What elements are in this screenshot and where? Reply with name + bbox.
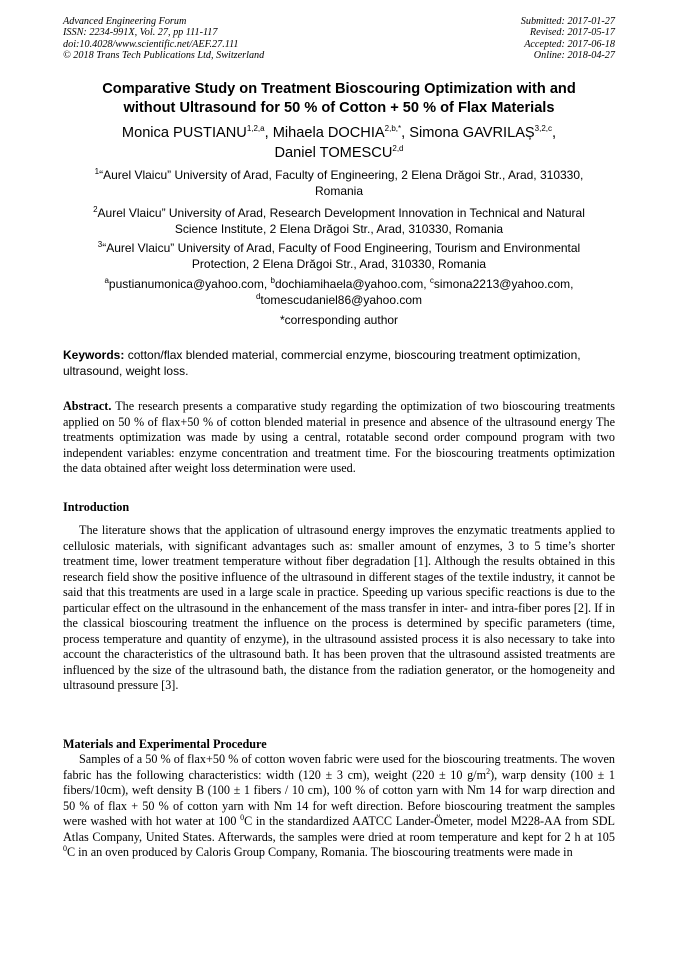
affiliation-1 [72, 168, 606, 199]
author-emails [72, 277, 606, 308]
affiliation-text: “Aurel Vlaicu” University of Arad, Faculty of Engineering, 2 Elena Drăgoi Str., Arad, 310330, [99, 168, 584, 182]
keywords-text: cotton/flax blended material, commercial enzyme, bioscouring treatment optimization, ultrasound, weight loss. [63, 348, 581, 378]
author-affiliation-mark: 3,2,c [534, 124, 553, 134]
affiliation-text: Science Institute, 2 Elena Drăgoi Str., Arad, 310330, Romania [174, 221, 504, 236]
author-affiliation-mark: 2,d [392, 144, 404, 154]
email-mark: c [429, 276, 434, 285]
materials-text-part: Samples of a 50 % of flax+50 % of cotton woven fabric were used for the bioscouring treatments. The woven fabric has the following characteristics: width (120 ± 3 cm), weight (220 ± 10 g/m [63, 752, 615, 782]
submitted-date: Submitted: 2017-01-27 [520, 16, 615, 27]
abstract-label: Abstract. [63, 399, 112, 413]
author-name: Daniel TOMESCU [274, 145, 393, 161]
email-address: tomescudaniel86@yahoo.com [260, 292, 423, 307]
affiliation-mark: 1 [94, 167, 100, 176]
author-separator: , [552, 125, 557, 141]
email-mark: a [104, 276, 109, 285]
revised-date: Revised: 2017-05-17 [529, 27, 615, 39]
superscript: 2 [486, 766, 491, 776]
author-name: Monica PUSTIANU [121, 125, 247, 141]
abstract-text: The research presents a comparative study regarding the optimization of two bioscouring treatments applied on 50 % of flax+50 % of cotton blended material in presence and absence of the ultrasound energy The treatments optimization was made by using a central, rotatable second order compound program with two independent variables: enzyme concentration and treatment time. For the bioscouring treatments optimization the data obtained after weight loss determination were used. [63, 399, 615, 475]
introduction-heading: Introduction [63, 500, 130, 514]
author-name: Mihaela DOCHIA [272, 125, 385, 141]
corresponding-author-note: *corresponding author [279, 313, 399, 327]
superscript: 0 [240, 812, 245, 822]
affiliation-text: Aurel Vlaicu” University of Arad, Research Development Innovation in Technical and Natural [97, 206, 585, 220]
materials-text-part: C in the standardized AATCC Lander-Ömeter, model M228-AA from SDL Atlas Company, United States. Afterwards, the samples were dried at room temperature and kept for 2 h at 105 [63, 814, 615, 844]
online-date: Online: 2018-04-27 [533, 50, 615, 62]
author-separator: , [401, 125, 410, 141]
affiliation-text: “Aurel Vlaicu” University of Arad, Faculty of Food Engineering, Tourism and Environmental [102, 241, 581, 255]
paper-title [60, 80, 618, 118]
materials-text [63, 752, 615, 861]
journal-copyright: © 2018 Trans Tech Publications Ltd, Switzerland [63, 50, 265, 62]
keywords-label: Keywords: [63, 348, 125, 362]
materials-text-part: ), warp density (100 ± 1 fibers/10cm), weft density B (100 ± 1 fibers / 10 cm), 100 % of cotton yarn with Nm 14 for warp direction and 50 % of flax + 50 % of cotton yarn with Nm 14 for weft direction. Before bioscouring treatment the samples were washed with hot water at 100 [63, 767, 616, 828]
author-affiliation-mark: 2,b,* [384, 124, 402, 134]
email-address: simona2213@yahoo.com, [433, 277, 574, 291]
journal-doi: doi:10.4028/www.scientific.net/AEF.27.111 [63, 38, 239, 50]
email-mark: b [270, 276, 275, 285]
affiliation-mark: 3 [97, 240, 103, 249]
materials-heading: Materials and Experimental Procedure [63, 737, 267, 751]
superscript: 0 [63, 843, 67, 853]
title-line-2: without Ultrasound for 50 % of Cotton + 50 % of Flax Materials [123, 100, 555, 116]
abstract-section [63, 399, 615, 477]
affiliation-3 [72, 241, 606, 272]
author-affiliation-mark: 1,2,a [246, 124, 265, 134]
email-mark: d [255, 291, 261, 301]
title-line-1: Comparative Study on Treatment Bioscouring Optimization with and [102, 81, 576, 97]
email-address: dochiamihaela@yahoo.com, [274, 277, 430, 291]
author-list [60, 123, 618, 163]
materials-text-part: C in an oven produced by Caloris Group Company, Romania. The bioscouring treatments were made in [67, 845, 573, 859]
author-separator: , [264, 125, 273, 141]
submission-dates [375, 16, 615, 62]
accepted-date: Accepted: 2017-06-18 [524, 38, 615, 50]
author-name: Simona GAVRILAȘ [409, 125, 535, 141]
journal-info [63, 16, 363, 62]
affiliation-text: Protection, 2 Elena Drăgoi Str., Arad, 310330, Romania [191, 256, 487, 271]
affiliation-2 [72, 206, 606, 237]
email-address: pustianumonica@yahoo.com, [108, 277, 271, 291]
journal-issn: ISSN: 2234-991X, Vol. 27, pp 111-117 [63, 27, 218, 39]
journal-name: Advanced Engineering Forum [63, 16, 187, 27]
affiliation-mark: 2 [93, 205, 98, 214]
keywords-section [63, 347, 615, 379]
introduction-text: The literature shows that the application of ultrasound energy improves the enzymatic treatments applied to cellulosic materials, with significant advantages such as: smaller amount of enzymes, 3 to 5 time’s shorter treatment time, lower treatment temperature without fiber degradation [1]. Although the results obtained in this research field show the positive influence of the ultrasound in different stages of the textile industry, it cannot be said that this treatments are used in a large scale in practice. Speeding up various specific reactions is due to the particular effect on the ultrasound in the enhancement of the mass transfer in inter- and intra-fiber pores [2]. If in the classical bioscouring treatment the influence on the process is determined by specific parameters (time, process temperature and quantity of enzyme), in the ultrasound assisted process it is also necessary to take into account the characteristics of the ultrasound bath. It has been proven that the ultrasound assisted treatments are influenced by the size of the ultrasound bath, the distance from the radiation generator, or the homogeneity and ultrasound pressure [3]. [63, 523, 615, 692]
affiliation-text: Romania [314, 183, 364, 198]
